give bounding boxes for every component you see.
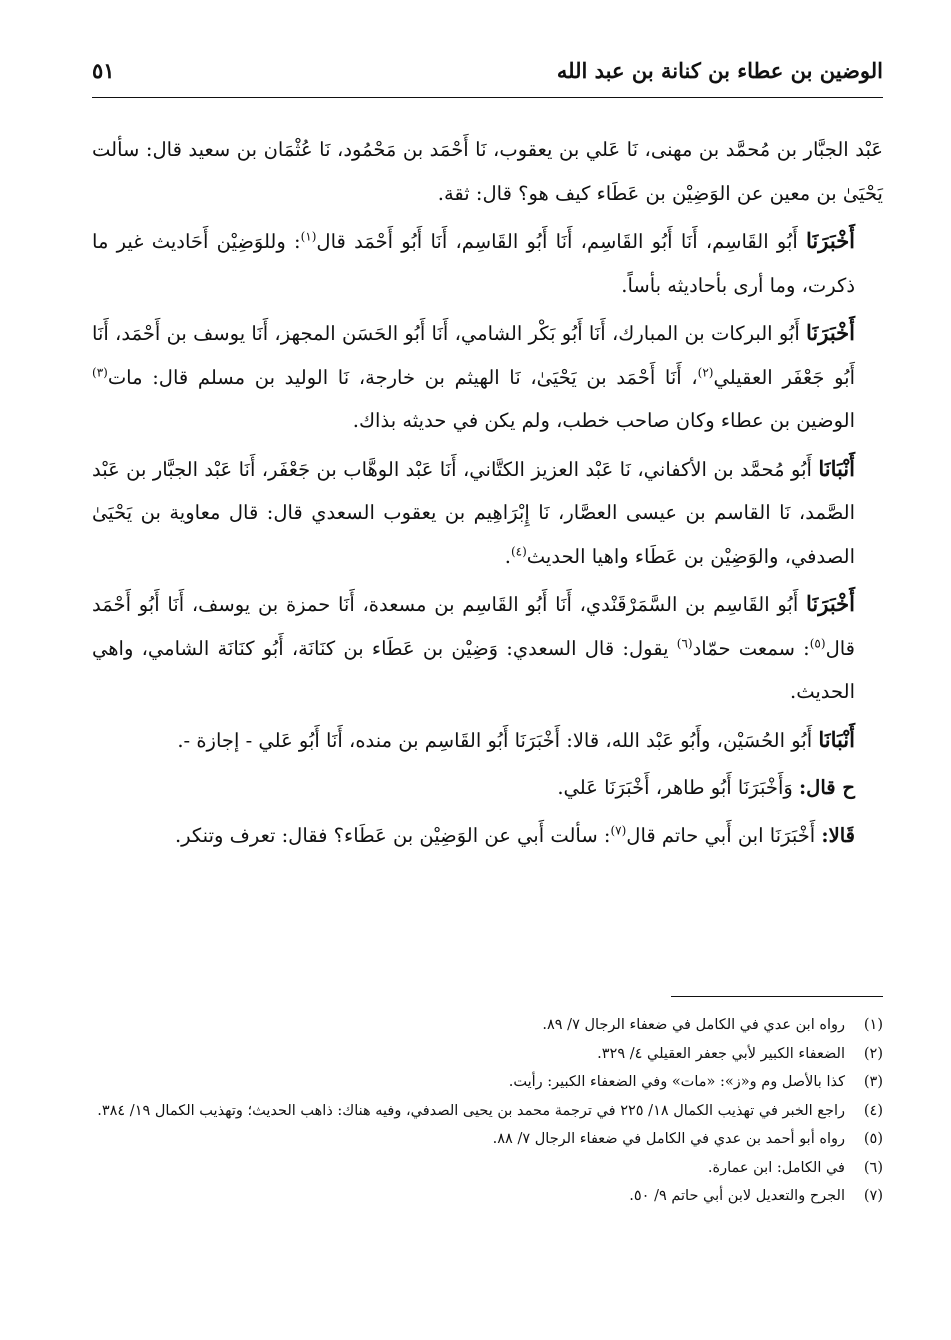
paragraph-text: الوضين بن عطاء وكان صاحب خطب، ولم يكن في حديثه بذاك. xyxy=(352,409,855,432)
footnote-item xyxy=(92,1155,883,1182)
narration-lead: أَخْبَرَنَا xyxy=(806,228,856,253)
paragraph-8 xyxy=(92,814,883,858)
footnote-number: (٤) xyxy=(863,1102,883,1119)
footnote-number: (٢) xyxy=(863,1045,883,1062)
paragraph-text: . xyxy=(504,544,511,568)
footnote-text: الجرح والتعديل لابن أبي حاتم ٩/ ٥٠. xyxy=(629,1188,845,1204)
narration-lead: أَخْبَرَنَا xyxy=(806,591,855,616)
footnote-text: في الكامل: ابن عمارة. xyxy=(707,1159,845,1176)
paragraph-text: : سمعت حمّاد xyxy=(692,636,810,660)
paragraph-7 xyxy=(92,766,883,810)
header-divider xyxy=(92,97,883,98)
narration-lead: أَنْبَانَا xyxy=(818,455,855,481)
footnote-text: رواه أبو أحمد بن عدي في الكامل في ضعفاء الرجال ٧/ ٨٨. xyxy=(492,1131,845,1147)
narration-lead: أَخْبَرَنَا xyxy=(806,320,855,345)
paragraph-2 xyxy=(92,219,883,307)
footnote-text: رواه ابن عدي في الكامل في ضعفاء الرجال ٧/ ٨٩. xyxy=(542,1017,845,1033)
footnote-divider xyxy=(671,996,883,997)
footnote-ref: (٢) xyxy=(697,365,714,379)
footnote-number: (٦) xyxy=(863,1159,883,1176)
paragraph-text: وَأَخْبَرَنَا أَبُو طاهر، أَخْبَرَنَا عَلي. xyxy=(557,776,799,799)
footnote-number: (١) xyxy=(863,1017,883,1033)
paragraph-text: ، أَنَا أَحْمَد بن يَحْيَىٰ، نَا الهيثم بن خارجة، نَا الوليد بن مسلم قال: مات xyxy=(107,365,698,389)
footnote-text: راجع الخبر في تهذيب الكمال ١٨/ ٢٢٥ في ترجمة محمد بن يحيى الصدفي، وفيه هناك: ذاهب الحديث؛ وتهذيب الكمال ١٩/ ٣٨٤. xyxy=(97,1102,845,1119)
main-text xyxy=(92,128,883,861)
paragraph-text: أَبُو مُحمَّد بن الأكفاني، نَا عَبْد العزيز الكتَّاني، أَنَا عَبْد الوهَّاب بن جَعْفَر، أَنَا عَبْد الجبَّار بن عَبْد الصَّمد، نَا القاسم بن عيسى العصَّار، نَا إِبْرَاهِيم بن يعقوب السعدي قال: قال معاوية بن يَحْيَىٰ الصدفي، والوَضِيْن بن عَطَاء واهيا الحديث xyxy=(92,457,855,568)
narration-lead: ح قال: xyxy=(798,776,855,799)
footnote-ref: (١) xyxy=(300,229,317,244)
paragraph-text: أَبُو الحُسَيْن، وأَبُو عَبْد الله، قالا: أَخْبَرَنَا أَبُو القَاسِم بن منده، أَنَا أَبُو عَلي - إجازة -. xyxy=(177,728,819,752)
footnote-number: (٥) xyxy=(863,1131,883,1147)
paragraph-text: يقول: قال السعدي: وَضِيْن بن عَطَاء بن كنَانَة، أَبُو كنَانَة الشامي، واهي الحديث. xyxy=(92,636,855,703)
paragraph-text: أَبُو القَاسِم، أَنَا أَبُو القَاسِم، أَنَا أَبُو القَاسِم، أَنَا أَبُو أَحْمَد قال xyxy=(316,230,807,253)
paragraph-6 xyxy=(92,718,883,763)
paragraph-text: أَبُو البركات بن المبارك، أَنَا أَبُو بَكْر الشامي، أَنَا أَبُو الحَسَن المجهز، أَنَا يوسف بن أَحْمَد، أَنَا أَبُو جَعْفَر العقيلي xyxy=(92,322,855,389)
footnote-item xyxy=(92,1126,883,1153)
footnote-text: كذا بالأصل وم و«ز»: «مات» وفي الضعفاء الكبير: رأيت. xyxy=(508,1074,845,1090)
footnotes xyxy=(92,1012,883,1212)
paragraph-3 xyxy=(92,311,883,443)
page-number: ٥١ xyxy=(92,58,115,83)
footnote-item xyxy=(92,1069,883,1096)
paragraph-text: أَبُو القَاسِم بن السَّمَرْقَنْدي، أَنَا أَبُو القَاسِم بن مسعدة، أَنَا حمزة بن يوسف، أَنَا أَبُو أَحْمَد قال xyxy=(92,593,855,660)
footnote-ref: (٣) xyxy=(92,365,108,379)
narration-lead: أَنْبَانَا xyxy=(818,726,855,752)
footnote-ref: (٧) xyxy=(610,823,627,837)
footnote-number: (٣) xyxy=(863,1074,883,1090)
running-header xyxy=(92,58,883,98)
paragraph-text: : وللوَضِيْن أَحَاديث غير ما ذكرت، وما أرى بأحاديثه بأساً. xyxy=(92,230,855,297)
footnote-ref: (٦) xyxy=(676,636,693,650)
footnote-item xyxy=(92,1041,883,1068)
paragraph-5 xyxy=(92,582,883,714)
footnote-item xyxy=(92,1012,883,1039)
footnote-ref: (٥) xyxy=(809,636,826,650)
paragraph-1 xyxy=(92,128,883,215)
narration-lead: قَالا: xyxy=(821,823,855,847)
paragraph-text: عَبْد الجبَّار بن مُحمَّد بن مهنى، نَا عَلي بن يعقوب، نَا أَحْمَد بن مَحْمُود، نَا عُثْمَان بن سعيد قال: سألت يَحْيَىٰ بن معين عن الوَضِيْن بن عَطَاء كيف هو؟ قال: ثقة. xyxy=(92,138,883,205)
footnote-text: الضعفاء الكبير لأبي جعفر العقيلي ٤/ ٣٢٩. xyxy=(597,1045,845,1062)
header-title: الوضين بن عطاء بن كنانة بن عبد الله xyxy=(556,58,883,83)
footnote-ref: (٤) xyxy=(510,544,527,558)
footnote-item xyxy=(92,1183,883,1210)
paragraph-4 xyxy=(92,447,883,579)
footnote-item xyxy=(92,1098,883,1125)
paragraph-text: أَخْبَرَنَا ابن أَبي حاتم قال xyxy=(626,823,822,847)
footnote-number: (٧) xyxy=(863,1188,883,1204)
paragraph-text: : سألت أَبي عن الوَضِيْن بن عَطَاء؟ فقال: تعرف وتنكر. xyxy=(174,823,611,847)
